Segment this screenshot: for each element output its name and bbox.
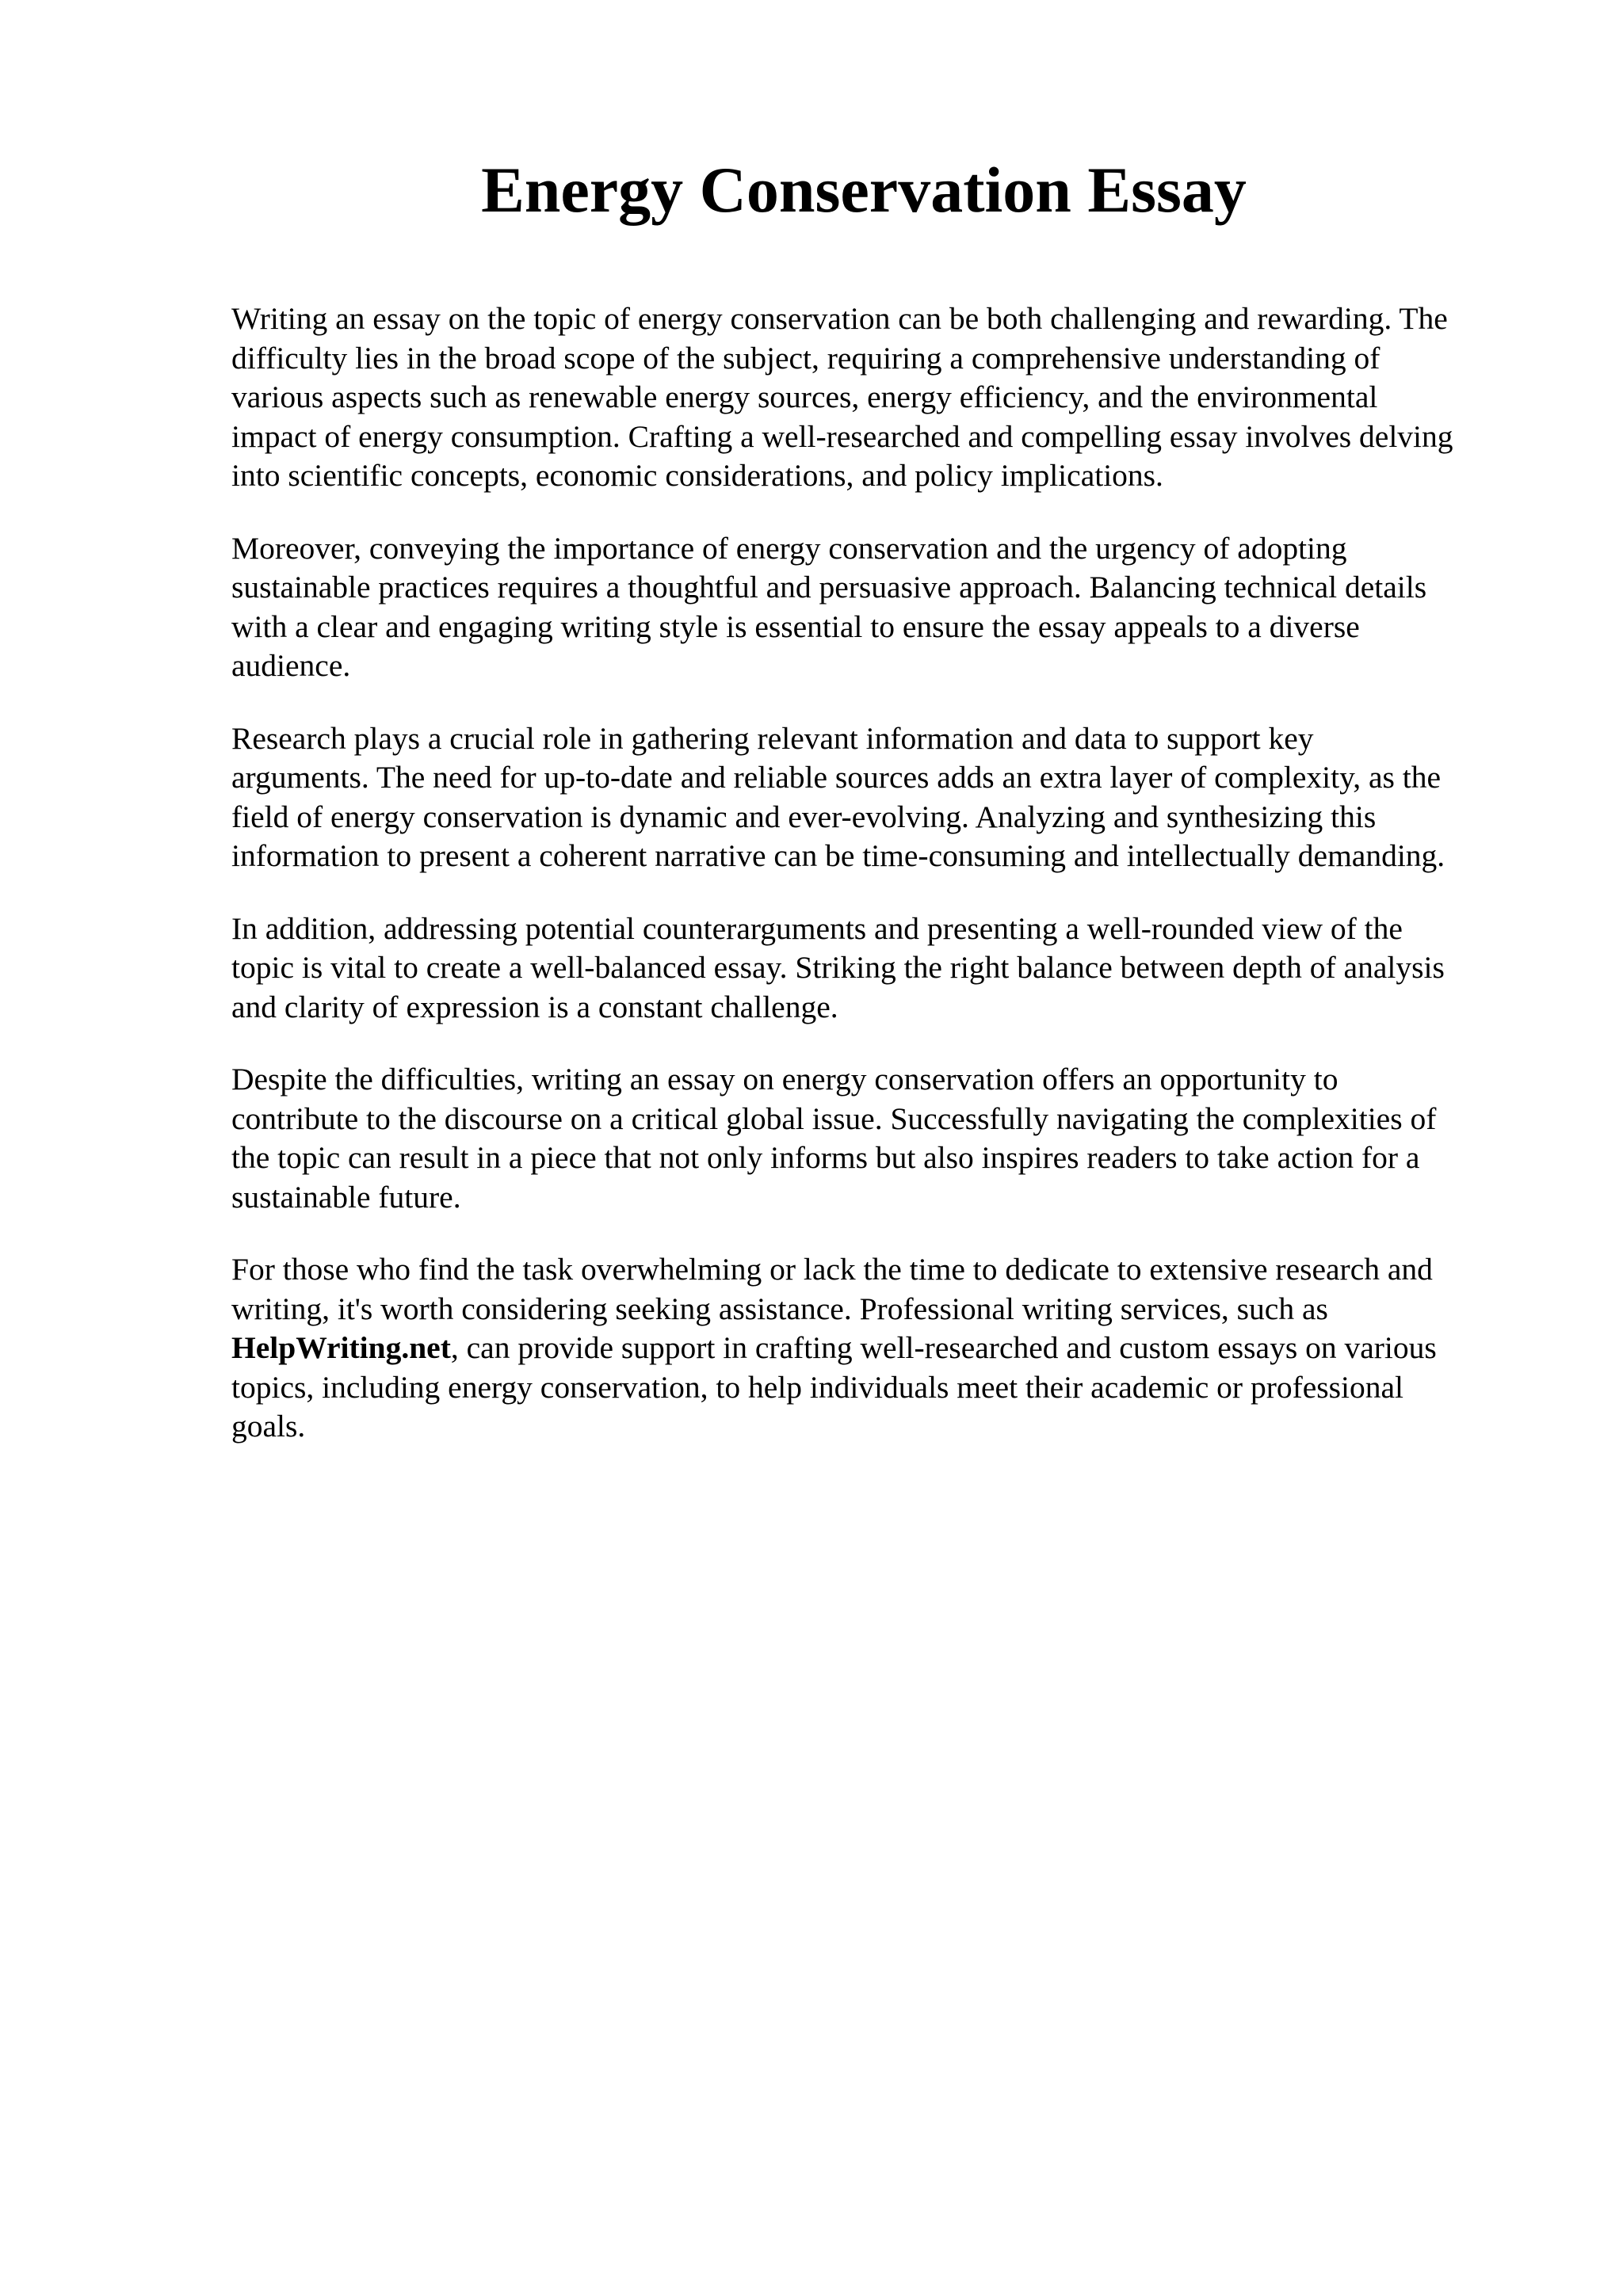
paragraph — [231, 1060, 1531, 1217]
text-line: contribute to the discourse on a critical global issue. Successfully navigating the complexities of — [231, 1100, 1437, 1136]
text-fragment: , can provide support in crafting well-researched and custom essays on various — [450, 1330, 1437, 1365]
text-line: Research plays a crucial role in gathering relevant information and data to support key — [231, 720, 1314, 756]
text-line: into scientific concepts, economic considerations, and policy implications. — [231, 458, 1163, 493]
paragraph — [231, 910, 1531, 1028]
text-line: the topic can result in a piece that not only informs but also inspires readers to take action for a — [231, 1140, 1420, 1175]
text-line: sustainable future. — [231, 1179, 461, 1215]
text-line: various aspects such as renewable energy sources, energy efficiency, and the environmental — [231, 379, 1378, 414]
document-title: Energy Conservation Essay — [481, 154, 1247, 226]
text-line: topic is vital to create a well-balanced essay. Striking the right balance between depth of analysis — [231, 950, 1445, 985]
text-line: field of energy conservation is dynamic and ever-evolving. Analyzing and synthesizing this — [231, 799, 1377, 834]
text-line: sustainable practices requires a thoughtful and persuasive approach. Balancing technical details — [231, 570, 1427, 605]
text-line: Moreover, conveying the importance of energy conservation and the urgency of adopting — [231, 530, 1347, 566]
text-line: impact of energy consumption. Crafting a well-researched and compelling essay involves delving — [231, 418, 1453, 454]
text-line: audience. — [231, 648, 351, 683]
text-line: Writing an essay on the topic of energy conservation can be both challenging and rewarding. The — [231, 301, 1448, 336]
paragraph — [231, 299, 1531, 496]
text-line: Despite the difficulties, writing an essay on energy conservation offers an opportunity to — [231, 1062, 1338, 1097]
brand-name: HelpWriting.net — [231, 1330, 451, 1365]
text-line: arguments. The need for up-to-date and reliable sources adds an extra layer of complexity, as the — [231, 760, 1442, 795]
text-line: and clarity of expression is a constant challenge. — [231, 989, 838, 1024]
text-line-with-brand — [231, 1329, 1531, 1368]
text-line: information to present a coherent narrative can be time-consuming and intellectually demanding. — [231, 838, 1445, 873]
text-line: with a clear and engaging writing style is essential to ensure the essay appeals to a diverse — [231, 608, 1360, 644]
text-line: difficulty lies in the broad scope of the subject, requiring a comprehensive understanding of — [231, 340, 1381, 376]
closing-paragraph — [231, 1250, 1531, 1447]
document-body — [231, 299, 1531, 1480]
text-line: In addition, addressing potential counterarguments and presenting a well-rounded view of the — [231, 910, 1403, 946]
text-line: writing, it's worth considering seeking assistance. Professional writing services, such as — [231, 1291, 1328, 1326]
text-line: goals. — [231, 1409, 306, 1444]
text-line: For those who find the task overwhelming or lack the time to dedicate to extensive research and — [231, 1252, 1433, 1287]
text-line: topics, including energy conservation, to help individuals meet their academic or professional — [231, 1369, 1404, 1405]
paragraph — [231, 529, 1531, 686]
paragraph — [231, 719, 1531, 876]
